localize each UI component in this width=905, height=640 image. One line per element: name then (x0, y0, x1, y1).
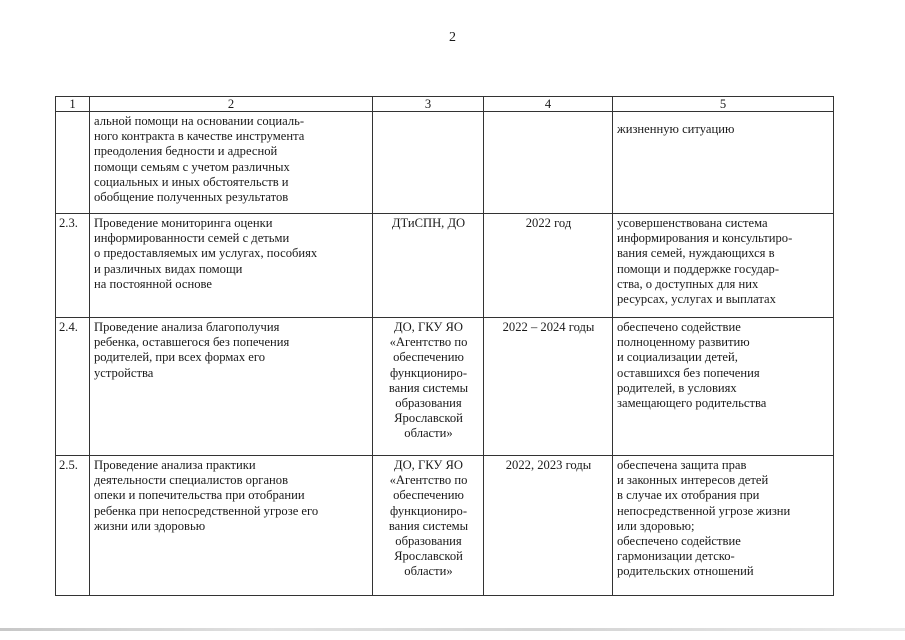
table-row (56, 318, 834, 456)
event-cell: Проведение анализа благополучия ребенка, оставшегося без попечения родителей, при всех формах его устройства (90, 318, 373, 456)
column-header-3: 3 (373, 97, 484, 112)
row-number (56, 112, 90, 214)
result-cell: обеспечена защита прав и законных интересов детей в случае их отобрания при непосредственной угрозе жизни или здоровью; обеспечено содействие гармонизации детско- родительских отношений (613, 456, 834, 596)
page-number: 2 (449, 30, 456, 45)
row-number: 2.5. (56, 456, 90, 596)
executor-cell: ДО, ГКУ ЯО «Агентство по обеспечению функциониро- вания системы образования Ярославской области» (373, 456, 484, 596)
result-cell: жизненную ситуацию (613, 112, 834, 214)
result-cell: обеспечено содействие полноценному развитию и социализации детей, оставшихся без попечения родителей, в условиях замещающего родительства (613, 318, 834, 456)
term-cell: 2022 – 2024 годы (484, 318, 613, 456)
executor-cell: ДО, ГКУ ЯО «Агентство по обеспечению функциониро- вания системы образования Ярославской области» (373, 318, 484, 456)
term-cell: 2022 год (484, 214, 613, 318)
term-cell (484, 112, 613, 214)
column-header-1: 1 (56, 97, 90, 112)
measures-table (55, 96, 834, 596)
row-number: 2.3. (56, 214, 90, 318)
scan-edge-shadow (0, 628, 905, 631)
executor-cell (373, 112, 484, 214)
table-row (56, 112, 834, 214)
table-row (56, 456, 834, 596)
result-cell: усовершенствована система информирования и консультиро- вания семей, нуждающихся в помощи и поддержке государ- ства, о доступных для них ресурсах, услугах и выплатах (613, 214, 834, 318)
term-cell: 2022, 2023 годы (484, 456, 613, 596)
table-header-row (56, 97, 834, 112)
column-header-4: 4 (484, 97, 613, 112)
event-cell: альной помощи на основании социаль- ного контракта в качестве инструмента преодоления бедности и адресной помощи семьям с учетом различных социальных и иных обстоятельств и обобщение полученных результатов (90, 112, 373, 214)
column-header-2: 2 (90, 97, 373, 112)
row-number: 2.4. (56, 318, 90, 456)
event-cell: Проведение анализа практики деятельности специалистов органов опеки и попечительства при отобрании ребенка при непосредственной угрозе его жизни или здоровью (90, 456, 373, 596)
executor-cell: ДТиСПН, ДО (373, 214, 484, 318)
table-row (56, 214, 834, 318)
column-header-5: 5 (613, 97, 834, 112)
event-cell: Проведение мониторинга оценки информированности семей с детьми о предоставляемых им услугах, пособиях и различных видах помощи на постоянной основе (90, 214, 373, 318)
